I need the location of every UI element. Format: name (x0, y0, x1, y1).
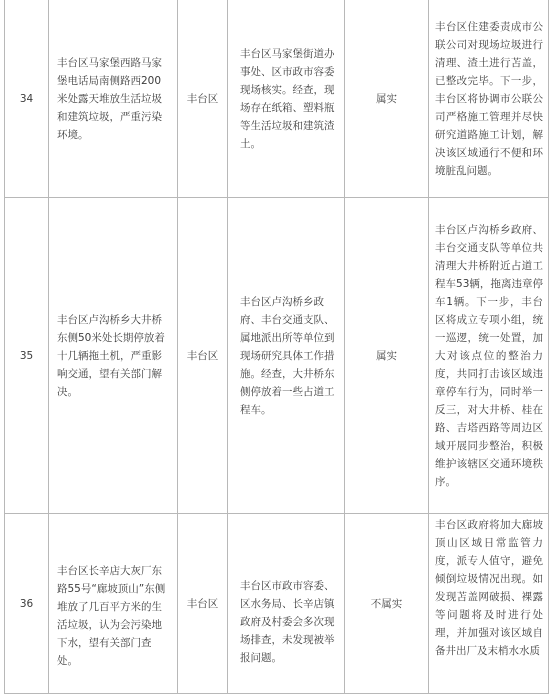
row-number: 35 (5, 198, 49, 514)
district: 丰台区 (178, 514, 228, 694)
table-row (5, 198, 549, 514)
verification-result: 不属实 (345, 514, 429, 694)
row-number: 34 (5, 0, 49, 198)
handling-result: 丰台区政府将加大廊坡顶山区域日常监管力度，派专人值守，避免倾倒垃圾情况出现。如发现苫盖网破损、裸露等问题将及时进行处理，并加强对该区域自备井出厂及末梢水水质 (429, 514, 549, 694)
verification-result: 属实 (345, 198, 429, 514)
complaint-table (4, 0, 549, 694)
district: 丰台区 (178, 198, 228, 514)
table-row (5, 514, 549, 694)
handling-result: 丰台区卢沟桥乡政府、丰台交通支队等单位共清理大井桥附近占道工程车53辆，拖离违章停车1辆。下一步，丰台区将成立专项小组，统一巡逻，统一处置，加大对该点位的整治力度，共同打击该区域违章停车行为，同时举一反三，对大井桥、桂在路、吉塔西路等周边区域开展同步整治，积极维护该辖区交通环境秩序。 (429, 198, 549, 514)
district: 丰台区 (178, 0, 228, 198)
handling-result: 丰台区住建委责成市公联公司对现场垃圾进行清理、渣土进行苫盖，已整改完毕。下一步，丰台区将协调市公联公司严格施工管理并尽快研究道路施工计划，解决该区域通行不便和环境脏乱问题。 (429, 0, 549, 198)
row-number: 36 (5, 514, 49, 694)
table-row (5, 0, 549, 198)
issue-description: 丰台区长辛店大灰厂东路55号“廊坡顶山”东侧堆放了几百平方米的生活垃圾，认为会污染地下水，望有关部门查处。 (49, 514, 178, 694)
issue-description: 丰台区马家堡西路马家堡电话局南侧路西200米处露天堆放生活垃圾和建筑垃圾，严重污染环境。 (49, 0, 178, 198)
responsible-units: 丰台区市政市容委、区水务局、长辛店镇政府及村委会多次现场排查，未发现被举报问题。 (228, 514, 345, 694)
verification-result: 属实 (345, 0, 429, 198)
responsible-units: 丰台区马家堡街道办事处、区市政市容委现场核实。经查，现场存在纸箱、塑料瓶等生活垃圾和建筑渣土。 (228, 0, 345, 198)
responsible-units: 丰台区卢沟桥乡政府、丰台交通支队、属地派出所等单位到现场研究具体工作措施。经查，大井桥东侧停放着一些占道工程车。 (228, 198, 345, 514)
issue-description: 丰台区卢沟桥乡大井桥东侧50米处长期停放着十几辆拖土机，严重影响交通，望有关部门解决。 (49, 198, 178, 514)
